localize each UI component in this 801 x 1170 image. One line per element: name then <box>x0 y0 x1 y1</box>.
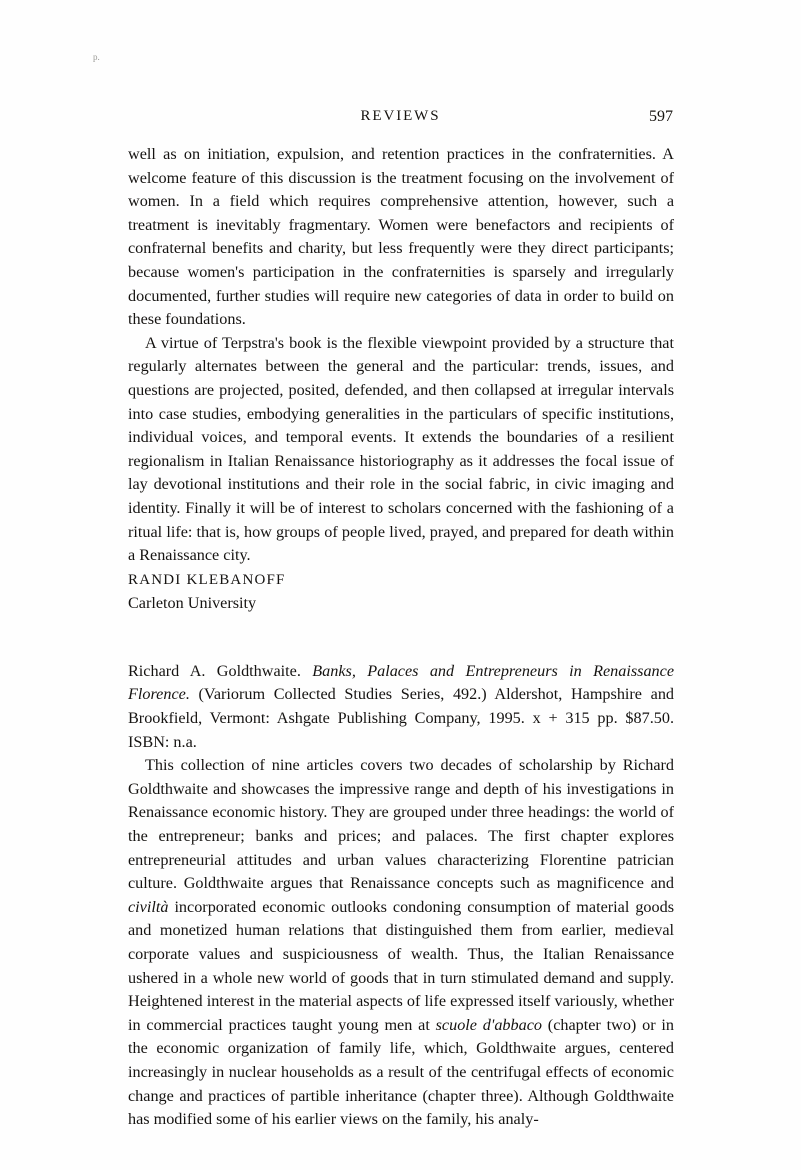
running-head <box>128 108 673 125</box>
running-head-title: REVIEWS <box>360 108 441 124</box>
review-two-body-segment-3: (chapter two) or in the economic organization of family life, which, Goldthwaite argues, centered increasingly in nuclear households as a result of the centrifugal effects of economic change and practices of partible inheritance (chapter three). Although Goldthwaite has modified some of his earlier views on the family, his analy- <box>128 1015 674 1129</box>
review-two-title: Banks, Palaces and Entrepreneurs in Renaissance Florence. <box>128 661 675 704</box>
text-column <box>128 143 674 1132</box>
review-two-publication-details: (Variorum Collected Studies Series, 492.) Aldershot, Hampshire and Brookfield, Vermont: Ashgate Publishing Company, 1995. x + 315 pp. $87.50. ISBN: n.a. <box>128 685 675 751</box>
reviewer-name: RANDI KLEBANOFF <box>128 571 286 588</box>
review-two-italic-term-civilta: civiltà <box>128 897 169 916</box>
section-divider-space <box>128 616 674 660</box>
page-corner-annotation: p. <box>93 52 100 62</box>
review-two-body <box>128 754 674 1132</box>
review-two-italic-term-scuole: scuole d'abbaco <box>435 1015 542 1034</box>
reviewer-affiliation: Carleton University <box>128 594 257 613</box>
review-two-headnote <box>128 660 674 754</box>
review-two-body-segment-1: This collection of nine articles covers two decades of scholarship by Richard Goldthwaite and showcases the impressive range and depth of his investigations in Renaissance economic history. They are grouped under three headings: the world of the entrepreneur; banks and prices; and palaces. The first chapter explores entrepreneurial attitudes and urban values characterizing Florentine patrician culture. Goldthwaite argues that Renaissance concepts such as magnificence and <box>128 756 674 893</box>
review-two-body-segment-2: incorporated economic outlooks condoning consumption of material goods and monetized human relations that distinguished them from earlier, medieval corporate values and suspiciousness of wealth. Thus, the Italian Renaissance ushered in a whole new world of goods that in turn stimulated demand and supply. Heightened interest in the material aspects of life expressed itself variously, whether in commercial practices taught young men at <box>128 897 674 1034</box>
review-two-author: Richard A. Goldthwaite. <box>128 661 301 680</box>
review-one-paragraph-1: well as on initiation, expulsion, and retention practices in the confraternities. A welcome feature of this discussion is the treatment focusing on the involvement of women. In a field which requires comprehensive attention, however, such a treatment is inevitably fragmentary. Women were benefactors and recipients of confraternal benefits and charity, but less frequently were they direct participants; because women's participation in the confraternities is sparsely and irregularly documented, further studies will require new categories of data in order to build on these foundations. <box>128 145 674 329</box>
page-number: 597 <box>649 108 673 125</box>
review-one-paragraph-2: A virtue of Terpstra's book is the flexible viewpoint provided by a structure that regularly alternates between the general and the particular: trends, issues, and questions are projected, posited, defended, and then collapsed at irregular intervals into case studies, embodying generalities in the particulars of specific institutions, individual voices, and temporal events. It extends the boundaries of a resilient regionalism in Italian Renaissance historiography as it addresses the focal issue of lay devotional institutions and their role in the social fabric, in civic imaging and identity. Finally it will be of interest to scholars concerned with the fashioning of a ritual life: that is, how groups of people lived, prayed, and prepared for death within a Renaissance city. <box>128 333 674 565</box>
